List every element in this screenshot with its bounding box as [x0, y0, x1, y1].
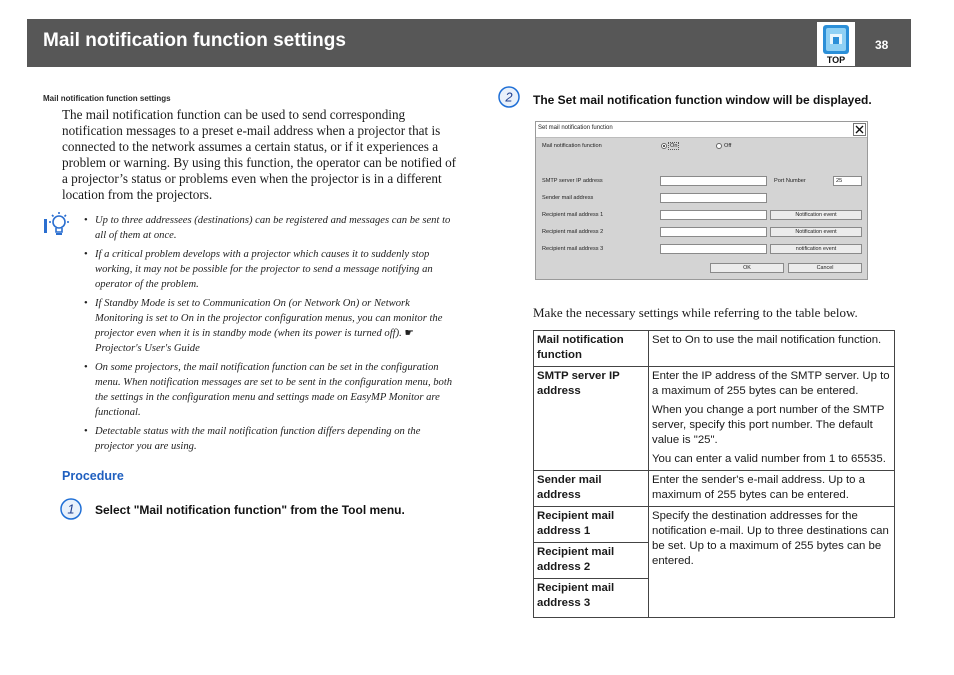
dialog-titlebar: [536, 122, 867, 138]
table-key: SMTP server IP address: [534, 367, 649, 471]
page-header: [27, 19, 911, 67]
tip-lightbulb-icon: [44, 211, 72, 237]
note-item: • If Standby Mode is set to Communication On (or Network On) or Network Monitoring is set to On in the projector configuration menus, you can monitor the projector even when it is in standby mode (when its power is turned off). ☛ Projector's User's Guide: [84, 296, 459, 356]
recipient-3-label: Recipient mail address 3: [542, 246, 604, 252]
table-value-paragraph: Enter the IP address of the SMTP server. Up to a maximum of 255 bytes can be entered.: [652, 370, 890, 397]
note-item: • Detectable status with the mail notification function differs depending on the projector you are using.: [84, 424, 459, 454]
table-intro: Make the necessary settings while referring to the table below.: [533, 305, 858, 320]
sender-label: Sender mail address: [542, 195, 594, 201]
table-key: Recipient mail address 3: [534, 579, 649, 618]
radio-off[interactable]: [716, 143, 722, 149]
table-key: Sender mail address: [534, 471, 649, 507]
sender-input[interactable]: [660, 193, 767, 203]
note-item: • On some projectors, the mail notification function can be set in the configuration menu. When notification messages are set to be sent in the configuration menu, both the settings in the configuration menu and settings made on EasyMP Monitor are functional.: [84, 360, 459, 420]
mail-notification-label: Mail notification function: [542, 143, 602, 149]
table-key: Recipient mail address 2: [534, 543, 649, 579]
step-2-number: 2: [505, 89, 513, 105]
table-key: Mail notification function: [534, 331, 649, 367]
notes-list: [84, 213, 459, 458]
table-row: [534, 471, 895, 507]
intro-paragraph: The mail notification function can be used to send corresponding notification messages to a preset e-mail address when a projector that is connected to the network assumes a certain status, or if it experiences a problem or warning. By using this function, the operator can be notified of a projector’s status or problems even when the projector is in a different location from the projectors.: [62, 107, 457, 202]
notification-event-button-1[interactable]: Notification event: [770, 210, 862, 220]
breadcrumb: Mail notification function settings: [43, 94, 171, 103]
close-icon[interactable]: [853, 123, 866, 136]
recipient-1-label: Recipient mail address 1: [542, 212, 604, 218]
ok-button[interactable]: OK: [710, 263, 784, 273]
note-item: • If a critical problem develops with a projector which causes it to suddenly stop working, it may not be possible for the projector to send a message notifying an operator of the problem.: [84, 247, 459, 292]
top-button[interactable]: [817, 22, 855, 66]
port-label: Port Number: [774, 178, 806, 184]
table-value: Enter the sender's e-mail address. Up to a maximum of 255 bytes can be entered.: [649, 471, 895, 507]
table-value-paragraph: When you change a port number of the SMTP server, specify this port number. The default value is "25".: [652, 404, 885, 446]
cancel-button[interactable]: Cancel: [788, 263, 862, 273]
page-number: 38: [875, 38, 889, 52]
step-1-badge-icon: [60, 498, 82, 520]
user-guide-link[interactable]: Projector's User's Guide: [95, 343, 200, 354]
page-title: Mail notification function settings: [43, 30, 346, 51]
step-1-text: Select "Mail notification function" from the Tool menu.: [95, 503, 405, 517]
dialog-title: Set mail notification function: [538, 125, 613, 131]
table-value: [649, 367, 895, 471]
port-input[interactable]: 25: [833, 176, 862, 186]
table-row: [534, 507, 895, 543]
table-value: Specify the destination addresses for the notification e-mail. Up to three destinations can be set. Up to a maximum of 255 bytes can be entered.: [649, 507, 895, 618]
table-value: Set to On to use the mail notification function.: [649, 331, 895, 367]
note-item: • Up to three addressees (destinations) can be registered and messages can be sent to all of them at once.: [84, 213, 459, 243]
notification-event-button-2[interactable]: Notification event: [770, 227, 862, 237]
notification-event-button-3[interactable]: notification event: [770, 244, 862, 254]
recipient-2-label: Recipient mail address 2: [542, 229, 604, 235]
top-label: TOP: [826, 55, 846, 65]
mail-notification-dialog: [535, 121, 868, 280]
radio-on-label: On: [670, 143, 678, 149]
table-row: [534, 367, 895, 471]
hand-pointer-icon: ☛: [404, 328, 414, 339]
step-2-badge-icon: [498, 86, 520, 108]
smtp-label: SMTP server IP address: [542, 178, 603, 184]
recipient-2-input[interactable]: [660, 227, 767, 237]
table-row: [534, 331, 895, 367]
procedure-heading: Procedure: [62, 469, 124, 483]
table-key: Recipient mail address 1: [534, 507, 649, 543]
smtp-input[interactable]: [660, 176, 767, 186]
step-2-text: The Set mail notification function window will be displayed.: [533, 93, 872, 107]
table-value-paragraph: You can enter a valid number from 1 to 65535.: [652, 453, 886, 465]
recipient-1-input[interactable]: [660, 210, 767, 220]
step-1-number: 1: [67, 501, 75, 517]
home-icon: [817, 22, 855, 56]
radio-off-label: Off: [724, 143, 732, 149]
recipient-3-input[interactable]: [660, 244, 767, 254]
radio-on[interactable]: [661, 143, 667, 149]
settings-table: [533, 330, 895, 618]
